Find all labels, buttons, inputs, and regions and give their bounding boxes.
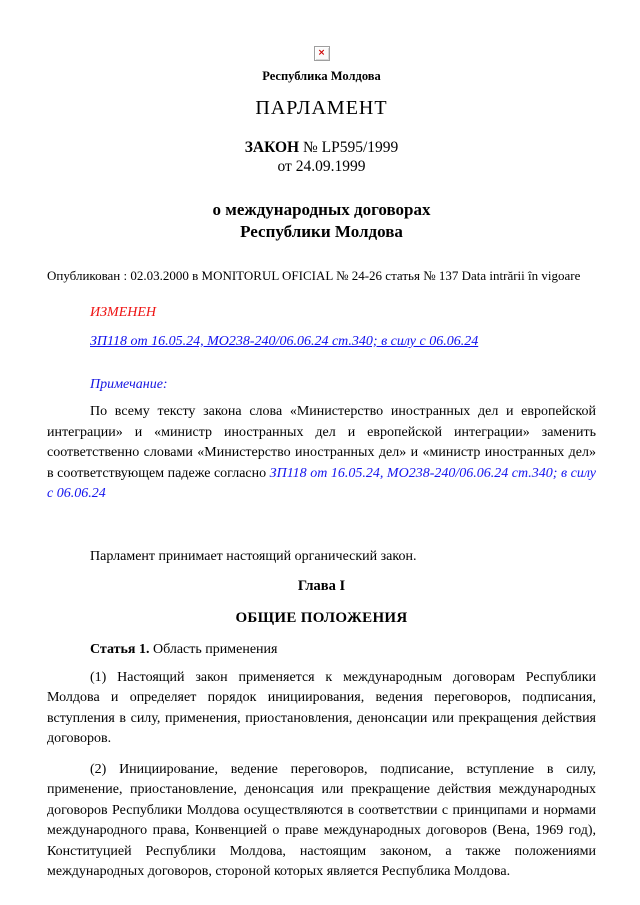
published-line: Опубликован : 02.03.2000 в MONITORUL OFICIAL № 24-26 статья № 137 Data intrării în vigoare [47, 268, 581, 283]
note-paragraph-text: По всему тексту закона слова «Министерство иностранных дел и европейской интеграции» и «министр иностранных дел и европейской интеграции» заменить соответственно словами «Министерство иностранных дел» и «министр иностранных дел» в соответствующем падеже согласно [47, 404, 596, 481]
chapter-title-heading: ОБЩИЕ ПОЛОЖЕНИЯ [235, 609, 408, 626]
chapter-heading: Глава I [297, 577, 346, 594]
note-paragraph [47, 402, 596, 505]
article-heading [47, 642, 596, 658]
broken-image-x-glyph: × [317, 48, 326, 59]
document-title [47, 199, 596, 243]
amendment-link-row [47, 321, 596, 350]
article-title: Область применения [149, 641, 278, 657]
article-number-label: Статья 1. [90, 641, 150, 657]
changed-status-label: ИЗМЕНЕН [90, 305, 157, 320]
law-label: ЗАКОН [244, 139, 300, 156]
document-title-line1: о международных договорах [212, 200, 431, 219]
header-block [47, 44, 596, 243]
article-paragraph-1: (1) Настоящий закон применяется к международным договорам Республики Молдова и определяет порядок инициирования, ведения переговоров, подписания, вступления в силу, применения, приостановления, денонсации или прекращения действия договоров. [47, 669, 596, 746]
law-number-line [47, 139, 596, 157]
amendment-link[interactable]: ЗП118 от 16.05.24, MO238-240/06.06.24 ст.340; в силу с 06.06.24 [90, 334, 479, 349]
law-date: от 24.09.1999 [277, 158, 366, 175]
article-paragraph-2: (2) Инициирование, ведение переговоров, подписание, вступление в силу, применение, приостановление, денонсация или прекращение действия международных договоров Республики Молдова осуществляются в соответствии с принципами и нормами международного права, Конвенцией о праве международных договоров (Вена, 1969 год), Конституцией Республики Молдова, настоящим законом, а также положениями международных договоров, стороной которых является Республика Молдова. [47, 761, 596, 879]
document-title-line2: Республики Молдова [240, 222, 403, 241]
note-label: Примечание: [90, 377, 168, 392]
parliament-heading: ПАРЛАМЕНТ [255, 97, 388, 119]
republic-heading: Республика Молдова [262, 69, 381, 83]
note-inline-amendment-link[interactable]: ЗП118 от 16.05.24, MO238-240/06.06.24 ст.340; в силу с 06.06.24 [47, 465, 596, 501]
law-number: № LP595/1999 [299, 139, 399, 156]
preamble-paragraph: Парламент принимает настоящий органический закон. [90, 548, 417, 564]
broken-image-icon [314, 46, 330, 61]
